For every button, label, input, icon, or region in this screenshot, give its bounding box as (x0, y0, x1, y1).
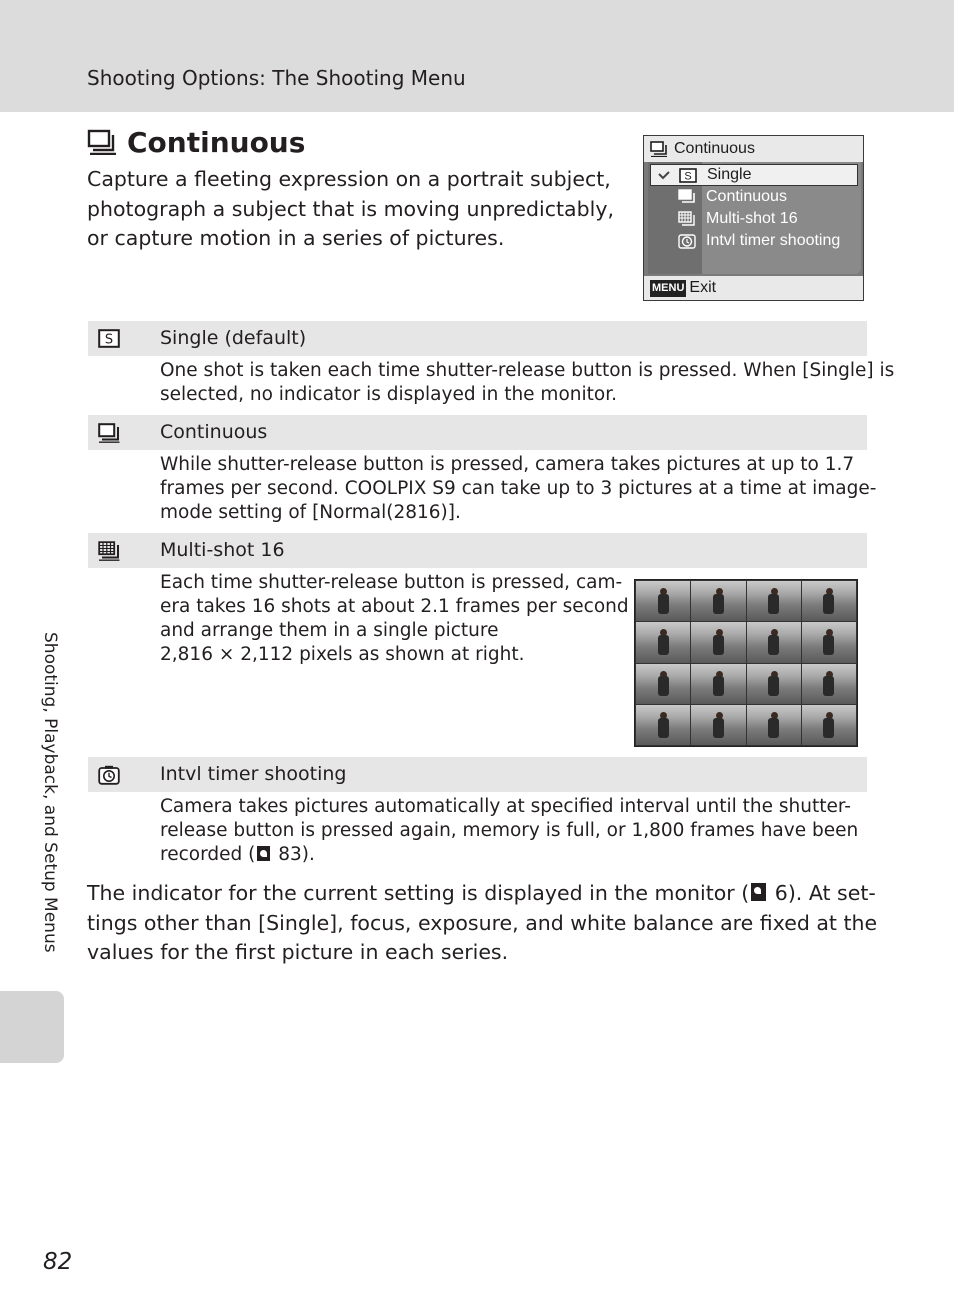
exit-label: Exit (689, 279, 717, 296)
summary-line: tings other than [Single], focus, exposure, and white balance are fixed at the (87, 910, 878, 935)
continuous-icon (87, 129, 117, 155)
svg-text:S: S (104, 332, 114, 348)
intro-paragraph (87, 165, 622, 254)
svg-text:S: S (684, 170, 692, 183)
multi-shot-icon (98, 541, 120, 561)
summary-line: values for the first picture in each series. (87, 940, 509, 964)
option-description-continuous (160, 453, 876, 525)
description-line: While shutter-release button is pressed, camera takes pictures at up to 1.7 (160, 454, 855, 475)
option-name: Multi-shot 16 (160, 539, 285, 561)
photo-frame (691, 622, 745, 662)
option-name: Intvl timer shooting (160, 763, 347, 785)
photo-frame (747, 581, 801, 621)
page-reference-value: 6 (774, 881, 788, 905)
photo-frame (691, 581, 745, 621)
camera-menu-item-label: Continuous (706, 188, 787, 205)
summary-text: ). At set- (787, 881, 876, 905)
header-band (0, 0, 954, 112)
side-thumb-tab (0, 991, 64, 1063)
camera-menu-item-single[interactable] (650, 164, 858, 186)
camera-menu-screenshot (643, 135, 864, 301)
camera-menu-titlebar (644, 136, 863, 162)
section-heading (87, 122, 305, 162)
option-header-continuous (88, 415, 867, 450)
option-header-multi-shot (88, 533, 867, 568)
description-line: era takes 16 shots at about 2.1 frames per second (160, 596, 629, 617)
photo-frame (636, 581, 690, 621)
option-description-interval-timer (160, 795, 858, 867)
checkmark-icon (657, 169, 671, 181)
page-reference-value: 83 (278, 844, 302, 865)
summary-paragraph (87, 879, 878, 968)
description-line: selected, no indicator is displayed in the monitor. (160, 384, 617, 405)
camera-menu-item-continuous[interactable] (648, 186, 861, 208)
camera-menu-item-label: Intvl timer shooting (706, 232, 841, 249)
option-description-multi-shot (160, 571, 629, 667)
camera-menu-footer (644, 276, 863, 300)
description-line: One shot is taken each time shutter-release button is pressed. When [Single] is (160, 360, 895, 381)
description-line: Each time shutter-release button is pressed, cam- (160, 572, 623, 593)
interval-timer-icon (678, 233, 696, 249)
option-description-single (160, 359, 894, 407)
description-line: frames per second. COOLPIX S9 can take up to 3 pictures at a time at image- (160, 478, 877, 499)
page-reference-number[interactable] (272, 844, 301, 865)
description-text: ). (301, 844, 315, 865)
camera-menu-item-label: Single (707, 166, 752, 183)
option-name: Single (default) (160, 327, 307, 349)
camera-menu-item-label: Multi-shot 16 (706, 210, 798, 227)
photo-frame (747, 622, 801, 662)
continuous-icon (98, 423, 120, 443)
photo-frame (636, 664, 690, 704)
multi-shot-sample-photo (634, 579, 858, 747)
option-name: Continuous (160, 421, 268, 443)
photo-frame (802, 705, 856, 745)
intro-line: or capture motion in a series of pictures. (87, 226, 505, 250)
page-reference-icon (751, 883, 766, 901)
multi-shot-icon (678, 211, 696, 227)
continuous-icon (650, 141, 668, 157)
intro-line: Capture a fleeting expression on a portrait subject, (87, 167, 611, 191)
side-section-label: Shooting, Playback, and Setup Menus (40, 632, 60, 953)
photo-frame (802, 622, 856, 662)
single-icon (98, 329, 120, 348)
description-line: and arrange them in a single picture (160, 620, 499, 641)
summary-text: The indicator for the current setting is displayed in the monitor ( (87, 881, 750, 905)
photo-frame (802, 664, 856, 704)
summary-line (87, 879, 876, 909)
intro-line: photograph a subject that is moving unpredictably, (87, 196, 614, 221)
photo-frame (691, 705, 745, 745)
page-title: Continuous (127, 125, 306, 159)
photo-frame (747, 664, 801, 704)
continuous-icon (678, 189, 696, 205)
page-reference-icon (257, 846, 270, 861)
description-line: Camera takes pictures automatically at specified interval until the shutter- (160, 796, 851, 817)
photo-frame (747, 705, 801, 745)
menu-button-icon: MENU (650, 280, 686, 297)
photo-frame (636, 705, 690, 745)
description-line (160, 843, 858, 867)
photo-frame (802, 581, 856, 621)
photo-frame (636, 622, 690, 662)
single-icon (679, 168, 697, 183)
page-reference-number[interactable] (768, 881, 788, 905)
camera-menu-body (644, 162, 863, 276)
photo-frame (691, 664, 745, 704)
camera-menu-item-multi-shot[interactable] (648, 208, 861, 230)
description-line: 2,816 × 2,112 pixels as shown at right. (160, 644, 525, 665)
description-text: recorded ( (160, 844, 256, 865)
camera-menu-list (648, 162, 861, 274)
page-number: 82 (43, 1249, 73, 1275)
description-line: release button is pressed again, memory is full, or 1,800 frames have been (160, 820, 859, 841)
option-header-interval-timer (88, 757, 867, 792)
camera-menu-title: Continuous (674, 140, 755, 157)
camera-menu-item-interval-timer[interactable] (648, 230, 861, 252)
description-line: mode setting of [Normal(2816)]. (160, 502, 461, 523)
interval-timer-icon (98, 765, 120, 785)
option-header-single (88, 321, 867, 356)
running-header: Shooting Options: The Shooting Menu (87, 66, 466, 90)
